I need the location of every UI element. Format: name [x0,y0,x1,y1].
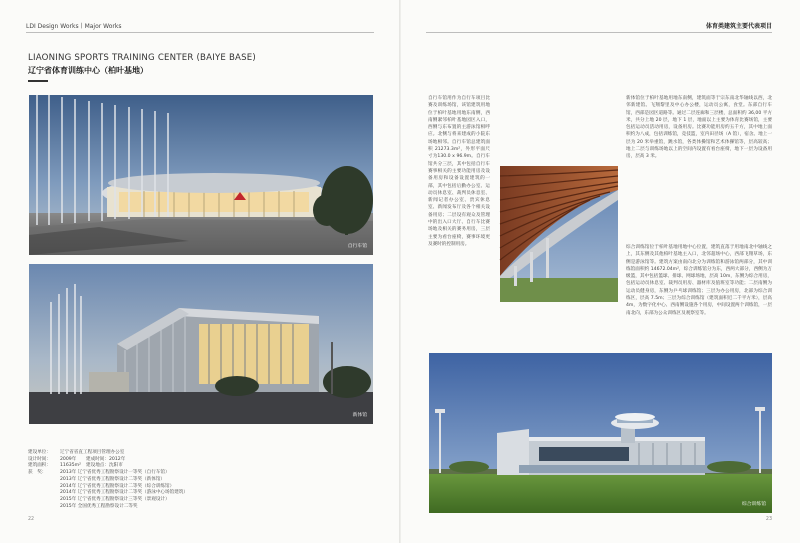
project-title-en: LIAONING SPORTS TRAINING CENTER (BAIYE BASE) [28,53,256,63]
credit-row [28,450,198,457]
caption-comprehensive-hall: 综合训练馆 [742,502,766,507]
credit-key [28,477,60,484]
credit-value: 2014年 辽宁省优秀工程勘察设计二等奖（游泳中心场馆建筑） [60,490,188,496]
cycling-hall-photo [29,95,373,255]
credit-key [28,497,60,504]
credit-row [28,470,198,477]
project-title-cn: 辽宁省体育训练中心（柏叶基地） [28,66,148,75]
credit-value: 2015年 全国优秀工程勘察设计二等奖 [60,503,138,509]
credit-key: 建成时间： [86,456,109,462]
header-rule-right [426,32,772,33]
caption-new-hall: 新体馆 [352,413,367,418]
credit-value: 2009年 [60,456,77,462]
page-number-left: 22 [28,517,35,522]
credit-row [28,490,198,497]
credit-key [28,504,60,511]
header-right-text: 体育类建筑主要代表项目 [705,23,772,30]
credit-row [28,477,198,484]
credit-value: 2013年 辽宁省优秀工程勘察设计二等奖（新体馆） [60,476,166,482]
paragraph-new-hall: 新体馆位于柏叶基地用地东南侧，建筑面等于宗东南北华轴线以西，北邻新建馆。飞翔黎里及中心办公楼，运动员公寓，食堂。东部自行车馆，西部是园区道路等。通过二层连廊和三层楼，总面积约 36,00 平方米，共分上地 20 层，地下 1 层，地面以上主要为体育比赛场馆，主要包括运动员活动用房，设备用房。比赛功能用房约五千方，其中地上面积约为八成，包括训练馆，竞技篮，室内田径场（A 馆），宿舍。地上一层为 20 米举重馆，跳水馆，各类体操馆和艺术体操馆等，层高较高；地上二层与训练场地以上的空间内设置有看台座椅，地下一层为设备用房，层高 3 米。 [626,96,772,160]
credit-key: 建设地点： [86,463,109,469]
credit-key: 设计时间： [28,456,51,462]
title-underline [28,80,48,82]
page-number-right: 23 [765,517,772,522]
credit-row [28,504,198,511]
header-left-text: LDI Design Works丨Major Works [26,23,122,30]
credit-value: 2014年 辽宁省优秀工程勘察设计二等奖（综合训练馆） [60,483,175,489]
paragraph-cycling-hall: 自行车馆用作为自行车项目比赛及训练场馆，该馆建筑用地位于柏叶基地用地东南侧，西南侧紧邻柏叶基地园区入口，西侧与东布置的主游泳馆相呼应。北侧与将来建成的小院东场地相邻。自行车馆总建筑面积 21273.3m²，外形平面尺寸为130.0 x 96.9m。自行车馆共分三层，其中包括自行车赛事相关的主要功能用房及设备用房和设备设置建筑的一部，其中包括后勤办公室、运动员休息室、裁判员休息室、新闻记者办公室、贵宾休息室、新闻发布厅及各个相关设备用房；二层设有观众及管理中的出入口大厅、自行车比赛场地及相关的赛务用房，三层主要为看台座椅，赛事环境更及赛时的控制用房。 [428,96,490,247]
new-hall-photo [29,264,373,424]
credit-key: 获 奖： [28,470,47,476]
gutter [399,0,401,543]
facade-detail-photo [500,166,618,302]
header-rule-left [26,32,374,33]
credit-value: 2012年 [109,456,126,462]
credit-value: 沈阳市 [109,463,123,469]
credit-key: 建设单位： [28,450,51,455]
credit-value: 11635m² [60,463,81,469]
credit-value: 辽宁省省直工程项目管理办公室 [60,450,125,455]
credit-key: 建筑面积： [28,463,51,469]
credit-key [28,490,60,497]
project-credits [28,450,198,510]
comprehensive-hall-photo [429,353,772,513]
caption-cycling-hall: 自行车馆 [347,244,367,249]
paragraph-comprehensive-hall: 综合训练馆位于柏叶基地用地中心位置，建筑直落于用地南北中轴线之上，其东侧及其他柏叶基地主入口，北邻超场中心，西部飞翔草场，东侧是游泳馆等。建筑方案由南向北分为训练馆和游泳馆两部分，其中训练馆面积约 14672.04m²，综合训练馆分为东，西两大部分，西侧为万级篮，其中包括篮球、排球、网球场地，层高 10m，东侧为综合用房，包括运动员休息室、裁判员用房、器材库及值班室等功能；二层南侧为运动员健身房，东侧为乒乓球训练馆；三层为办公用房，北部为综合训练区，层高 7.5m；三层为综合训练馆（建筑面积近二千平方米），层高 4m，为数字化中心、西南侧设施各个用房，中间设置两个训练馆，一层南北向，东部为公众训练区及观察室等。 [626,245,772,316]
credit-key [28,484,60,491]
credit-row [28,497,198,504]
credit-value: 2015年 辽宁省优秀工程勘察设计三等奖（景观设计） [60,496,170,502]
credit-value: 2013年 辽宁省优秀工程勘察设计一等奖（自行车馆） [60,470,170,476]
